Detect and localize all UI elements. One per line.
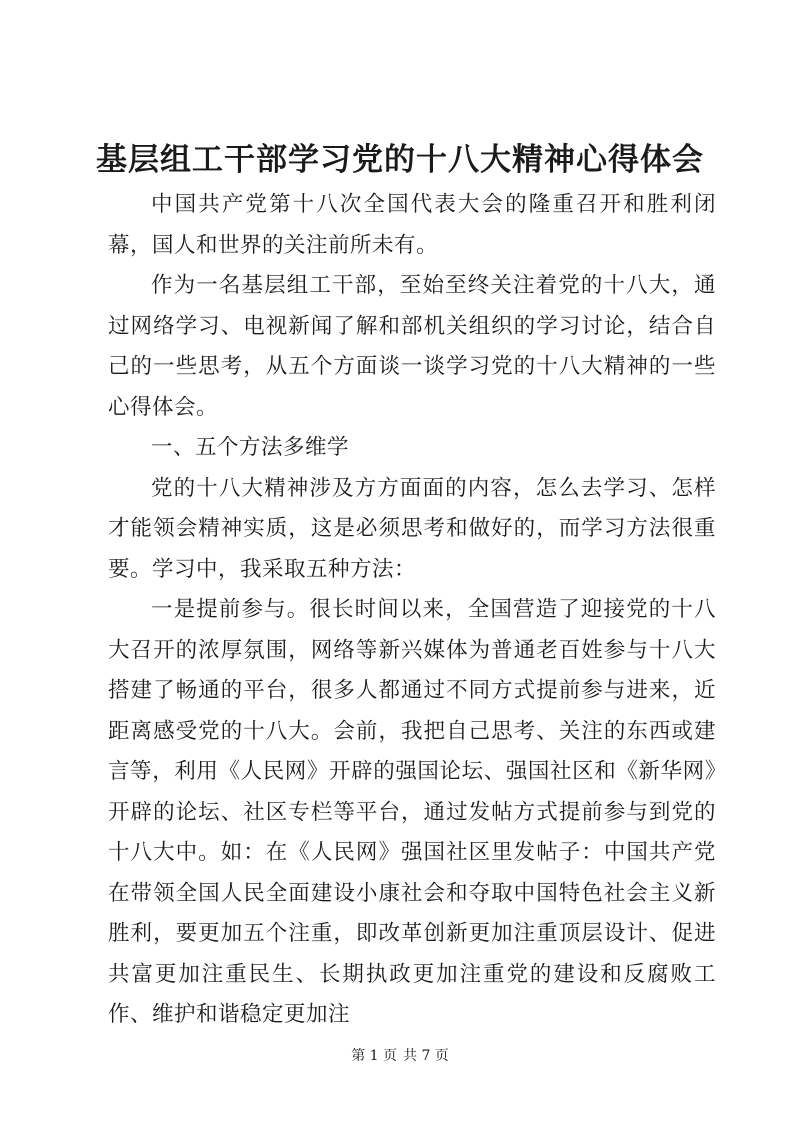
paragraph-context: 作为一名基层组工干部，至始至终关注着党的十八大，通过网络学习、电视新闻了解和部机关组织的学习讨论，结合自己的一些思考，从五个方面谈一谈学习党的十八大精神的一些心得体会。 (108, 273, 716, 420)
section-heading-one: 一、五个方法多维学 (151, 435, 350, 460)
paragraph-intro: 中国共产党第十八次全国代表大会的隆重召开和胜利闭幕，国人和世界的关注前所未有。 (108, 192, 716, 258)
page-title: 基层组工干部学习党的十八大精神心得体会 (96, 142, 704, 178)
page-number: 第 1 页 (351, 1048, 397, 1064)
page-footer (0, 1046, 800, 1066)
document-body (108, 185, 716, 1036)
paragraph-method-one: 一是提前参与。很长时间以来，全国营造了迎接党的十八大召开的浓厚氛围，网络等新兴媒体为普通老百姓参与十八大搭建了畅通的平台，很多人都通过不同方式提前参与进来，近距离感受党的十八大。会前，我把自己思考、关注的东西或建言等，利用《人民网》开辟的强国论坛、强国社区和《新华网》开辟的论坛、社区专栏等平台，通过发帖方式提前参与到党的十八大中。如：在《人民网》强国社区里发帖子：中国共产党在带领全国人民全面建设小康社会和夺取中国特色社会主义新胜利，要更加五个注重，即改革创新更加注重顶层设计、促进共富更加注重民生、长期执政更加注重党的建设和反腐败工作、维护和谐稳定更加注 (108, 597, 716, 1027)
page-total: 共 7 页 (403, 1048, 449, 1064)
paragraph-methods: 党的十八大精神涉及方方面面的内容，怎么去学习、怎样才能领会精神实质，这是必须思考和做好的，而学习方法很重要。学习中，我采取五种方法： (108, 475, 716, 582)
